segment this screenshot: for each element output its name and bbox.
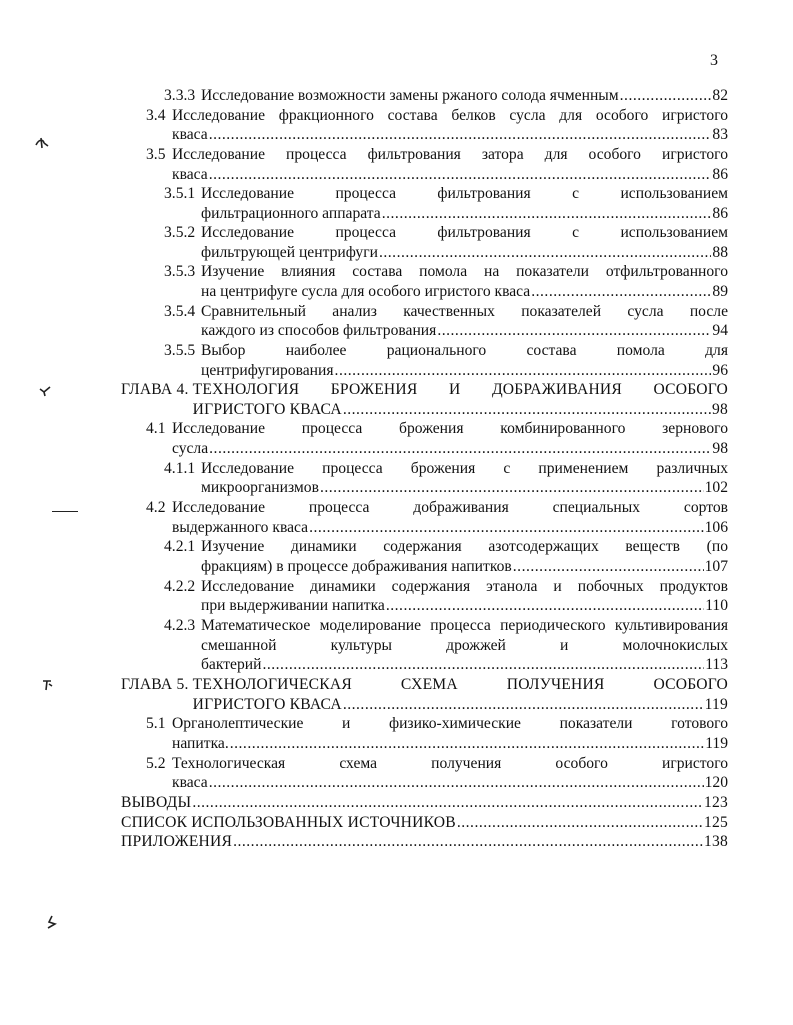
toc-entry-chapter-5[interactable]: [121, 675, 728, 714]
toc-entry-4-2-1[interactable]: [164, 537, 728, 576]
page-ref: 83: [712, 126, 728, 144]
leader-dots: [343, 695, 704, 715]
page-ref: 123: [704, 794, 728, 811]
section-title: Исследование процесса фильтрования с использованием: [201, 185, 728, 202]
leader-dots: [386, 596, 704, 616]
section-number: 4.2.1: [164, 538, 196, 555]
section-title: Технологическая схема получения особого игристого: [172, 754, 728, 772]
section-title: ПРИЛОЖЕНИЯ: [121, 833, 233, 850]
section-title-end: выдержанного кваса: [172, 518, 309, 536]
toc-entry-4-2-2[interactable]: [164, 577, 728, 616]
leader-dots: [620, 86, 712, 106]
leader-dots: [513, 557, 704, 577]
leader-dots: [320, 478, 704, 498]
section-number: 3.5.1: [164, 185, 196, 202]
margin-mark-icon: [38, 384, 52, 398]
toc-entry-3-5-5[interactable]: [164, 341, 728, 380]
page-ref: 119: [705, 734, 728, 752]
toc-entry-conclusions[interactable]: [121, 793, 728, 813]
section-title: Изучение влияния состава помола на показатели отфильтрованного: [201, 263, 728, 280]
page-ref: 89: [712, 282, 728, 300]
page-ref: 125: [704, 813, 728, 831]
section-title: Исследование процесса фильтрования с использованием: [201, 224, 728, 241]
toc-entry-5-2[interactable]: [146, 754, 728, 793]
section-title: Исследование процесса брожения с применением различных: [201, 459, 728, 477]
leader-dots: [192, 793, 703, 813]
section-title-end: микроорганизмов: [201, 479, 319, 497]
toc-entry-3-4[interactable]: [146, 106, 728, 145]
page-ref: 82: [712, 87, 728, 104]
margin-mark-icon: [34, 136, 50, 150]
section-number: 5.2: [146, 754, 170, 772]
page-ref: 102: [704, 479, 728, 497]
section-title: Исследование возможности замены ржаного солода ячменным: [201, 87, 619, 104]
toc-entry-4-2-3[interactable]: [164, 616, 728, 675]
page-ref: 86: [712, 204, 728, 222]
toc-entry-3-5-3[interactable]: [164, 262, 728, 301]
chapter-number: ГЛАВА 5.: [121, 676, 193, 693]
section-title-end: напитка.: [172, 734, 229, 752]
leader-dots: [335, 361, 712, 381]
section-title: Выбор наиболее рационального состава помола для: [201, 342, 728, 359]
toc-entry-4-2[interactable]: [146, 498, 728, 537]
section-number: 4.2.2: [164, 577, 196, 595]
leader-dots: [531, 282, 711, 302]
section-title-end: при выдерживании напитка: [201, 597, 385, 615]
page-ref: 98: [712, 400, 728, 418]
page-ref: 106: [704, 518, 728, 536]
toc-entry-3-3-3[interactable]: [164, 86, 728, 106]
leader-dots: [437, 321, 711, 341]
section-number: 5.1: [146, 715, 170, 732]
section-title-end: центрифугирования: [201, 361, 334, 379]
section-title-end: сусла: [172, 439, 209, 457]
page-ref: 113: [705, 656, 728, 674]
section-number: 3.5.4: [164, 302, 196, 320]
page-ref: 86: [712, 165, 728, 183]
section-title: Исследование процесса брожения комбинированного зернового: [172, 420, 728, 437]
page-ref: 107: [704, 557, 728, 575]
page-ref: 138: [704, 833, 728, 850]
chapter-number: ГЛАВА 4.: [121, 381, 193, 398]
section-title-end: фильтрационного аппарата: [201, 204, 381, 222]
leader-dots: [457, 813, 703, 833]
section-number: 4.1: [146, 420, 170, 437]
section-title: Сравнительный анализ качественных показателей сусла после: [201, 302, 728, 320]
section-title-end: кваса: [172, 165, 208, 183]
leader-dots: [262, 655, 704, 675]
section-title-end: кваса: [172, 774, 208, 792]
section-title: Органолептические и физико-химические показатели готового: [172, 715, 728, 732]
chapter-title-end: ИГРИСТОГО КВАСА: [192, 695, 342, 713]
margin-mark-icon: [44, 914, 58, 930]
page-ref: 119: [704, 695, 728, 713]
toc-entry-3-5[interactable]: [146, 145, 728, 184]
page-ref: 94: [712, 322, 728, 340]
leader-dots: [209, 773, 704, 793]
section-title: Исследование процесса дображивания специальных сортов: [172, 499, 728, 516]
leader-dots: [209, 439, 711, 459]
section-title: Исследование динамики содержания этанола и побочных продуктов: [201, 577, 728, 595]
page-number: 3: [710, 52, 718, 69]
section-title-end: каждого из способов фильтрования: [201, 322, 437, 340]
toc-entry-4-1-1[interactable]: [164, 459, 728, 498]
leader-dots: [209, 165, 712, 185]
section-title: Математическое моделирование процесса периодического культивирования смешанной культуры дрожжей и молочнокислых: [201, 617, 728, 654]
toc-entry-3-5-2[interactable]: [164, 223, 728, 262]
toc-entry-appendices[interactable]: [121, 832, 728, 852]
section-title: Исследование фракционного состава белков сусла для особого игристого: [172, 106, 728, 124]
section-title: ВЫВОДЫ: [121, 794, 192, 811]
leader-dots: [309, 518, 704, 538]
page-ref: 110: [705, 597, 728, 615]
chapter-title: ТЕХНОЛОГИЯ БРОЖЕНИЯ И ДОБРАЖИВАНИЯ ОСОБОГО: [192, 381, 728, 398]
section-number: 3.5: [146, 146, 170, 163]
page-ref: 96: [712, 361, 728, 379]
chapter-title-end: ИГРИСТОГО КВАСА: [192, 400, 342, 418]
section-title-end: на центрифуге сусла для особого игристого кваса: [201, 282, 531, 300]
section-title-end: фракциям) в процессе дображивания напитков: [201, 557, 512, 575]
section-number: 4.1.1: [164, 459, 196, 477]
leader-dots: [230, 734, 704, 754]
page-ref: 120: [704, 774, 728, 792]
page-ref: 88: [712, 243, 728, 261]
toc-entry-5-1[interactable]: [146, 714, 728, 753]
margin-rule: [52, 511, 78, 512]
leader-dots: [379, 243, 711, 263]
section-number: 3.5.2: [164, 224, 196, 241]
section-number: 4.2: [146, 499, 170, 516]
section-number: 3.5.5: [164, 342, 196, 359]
section-title-end: фильтрующей центрифуги: [201, 243, 378, 261]
section-number: 3.3.3: [164, 87, 196, 104]
toc-entry-3-5-1[interactable]: [164, 184, 728, 223]
section-title: СПИСОК ИСПОЛЬЗОВАННЫХ ИСТОЧНИКОВ: [121, 813, 456, 831]
section-number: 3.4: [146, 106, 170, 124]
section-title-end: бактерий: [201, 656, 262, 674]
leader-dots: [382, 204, 712, 224]
toc-entry-references[interactable]: [121, 813, 728, 833]
toc-entry-4-1[interactable]: [146, 419, 728, 458]
margin-mark-icon: [40, 677, 54, 693]
section-number: 3.5.3: [164, 263, 196, 280]
leader-dots: [209, 125, 712, 145]
section-title-end: кваса: [172, 126, 208, 144]
toc-entry-chapter-4[interactable]: [121, 380, 728, 419]
leader-dots: [343, 400, 711, 420]
page-ref: 98: [712, 439, 728, 457]
section-number: 4.2.3: [164, 617, 196, 634]
chapter-title: ТЕХНОЛОГИЧЕСКАЯ СХЕМА ПОЛУЧЕНИЯ ОСОБОГО: [192, 676, 728, 693]
section-title: Изучение динамики содержания азотсодержащих веществ (по: [201, 538, 728, 555]
leader-dots: [233, 832, 703, 852]
section-title: Исследование процесса фильтрования затора для особого игристого: [172, 146, 728, 163]
toc-entry-3-5-4[interactable]: [164, 302, 728, 341]
